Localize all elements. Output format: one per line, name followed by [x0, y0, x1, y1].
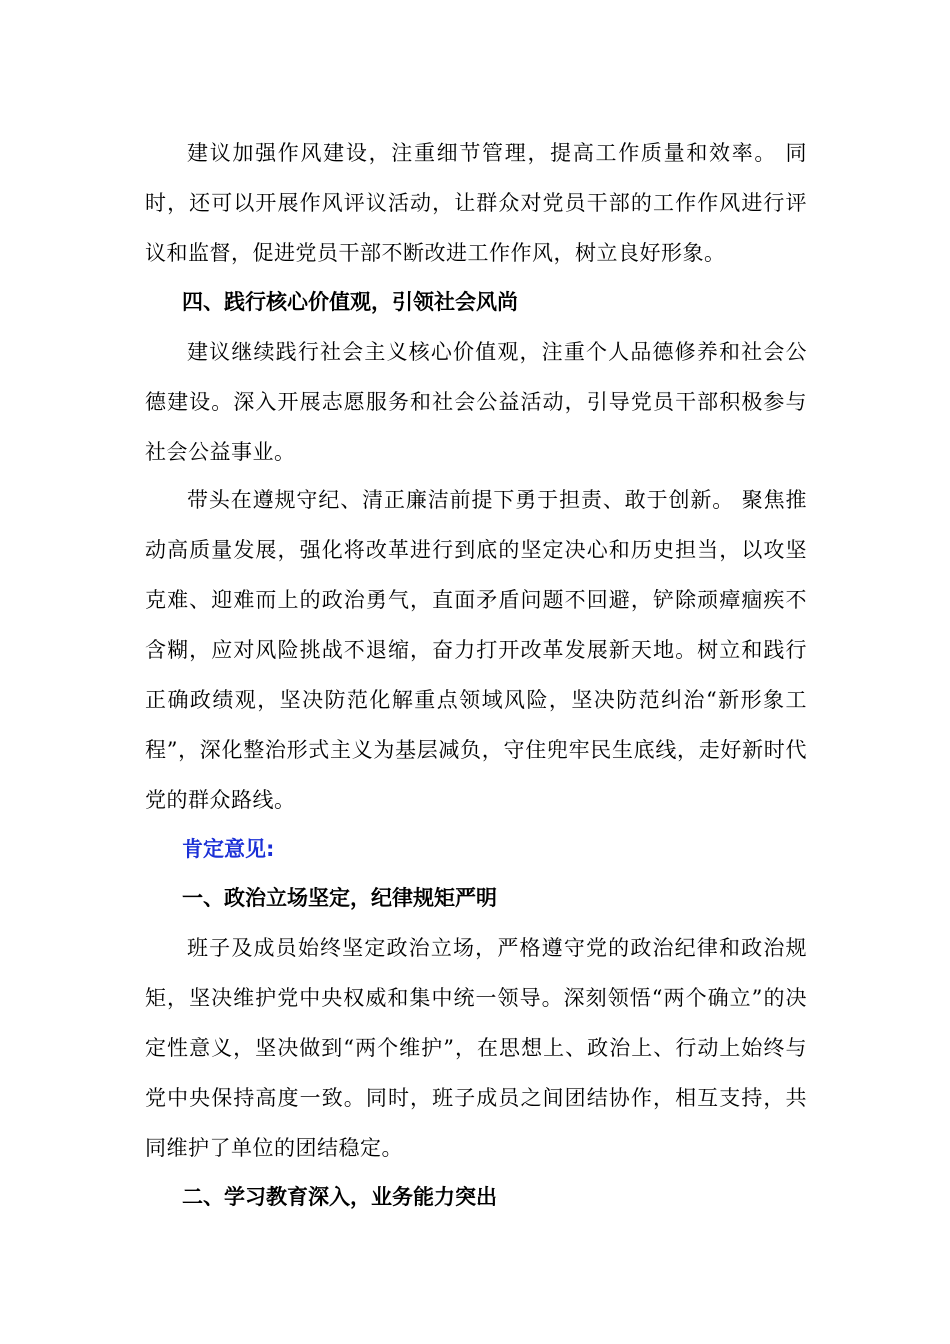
section-heading-political-stance	[145, 873, 807, 923]
paragraph-work-style	[145, 128, 807, 278]
paragraph-core-values	[145, 327, 807, 477]
paragraph-text: 建议加强作风建设，注重细节管理，提高工作质量和效率。 同时，还可以开展作风评议活动，让群众对党员干部的工作作风进行评议和监督，促进党员干部不断改进工作作风，树立良好形象。	[145, 141, 807, 265]
label-text: 肯定意见:	[182, 837, 275, 861]
heading-text: 四、践行核心价值观，引领社会风尚	[182, 290, 518, 314]
paragraph-text: 建议继续践行社会主义核心价值观，注重个人品德修养和社会公德建设。深入开展志愿服务和社会公益活动，引导党员干部积极参与社会公益事业。	[145, 340, 807, 464]
heading-text: 二、学习教育深入，业务能力突出	[182, 1185, 497, 1209]
section-heading-core-values	[145, 277, 807, 327]
paragraph-political-stance	[145, 923, 807, 1173]
paragraph-reform	[145, 475, 807, 825]
paragraph-text: 班子及成员始终坚定政治立场，严格遵守党的政治纪律和政治规矩，坚决维护党中央权威和集中统一领导。深刻领悟“两个确立”的决定性意义，坚决做到“两个维护”，在思想上、政治上、行动上始终与党中央保持高度一致。同时，班子成员之间团结协作，相互支持，共同维护了单位的团结稳定。	[145, 936, 807, 1160]
heading-text: 一、政治立场坚定，纪律规矩严明	[182, 886, 497, 910]
section-heading-study-education	[145, 1172, 807, 1222]
paragraph-text: 带头在遵规守纪、清正廉洁前提下勇于担责、敢于创新。 聚焦推动高质量发展，强化将改革进行到底的坚定决心和历史担当，以攻坚克难、迎难而上的政治勇气，直面矛盾问题不回避，铲除顽瘴痼疾不含糊，应对风险挑战不退缩，奋力打开改革发展新天地。树立和践行正确政绩观，坚决防范化解重点领域风险，坚决防范纠治“新形象工程”，深化整治形式主义为基层减负，守住兜牢民生底线，走好新时代党的群众路线。	[145, 488, 807, 812]
positive-opinion-label	[145, 824, 807, 874]
